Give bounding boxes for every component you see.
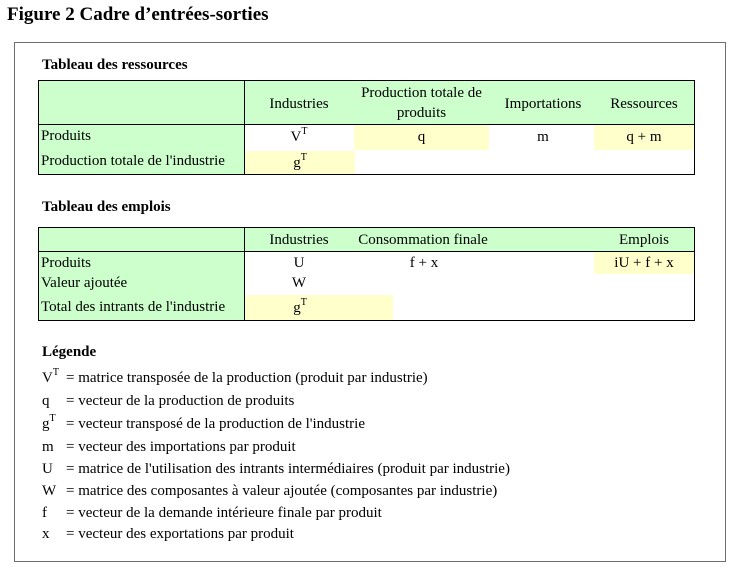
resources-cell-gt <box>245 152 355 172</box>
legend-description: = matrice des composantes à valeur ajoutée (composantes par industrie) <box>66 483 498 499</box>
resources-header-production-line1: Production totale de <box>361 85 482 101</box>
uses-header-uses: Emplois <box>618 232 669 248</box>
uses-cell-w: W <box>291 275 307 291</box>
uses-header-final-consumption: Consommation finale <box>358 232 488 248</box>
resources-cell-q: q <box>417 129 426 145</box>
legend-symbol: U <box>42 461 53 477</box>
resources-row-products-label: Produits <box>41 128 92 144</box>
legend-description: = matrice transposée de la production (produit par industrie) <box>66 370 428 386</box>
uses-header-industries: Industries <box>269 232 329 248</box>
uses-cell-u: U <box>293 255 305 271</box>
resources-header-production-line2: produits <box>396 105 447 121</box>
uses-cell-gt-symbol: g <box>293 300 301 316</box>
resources-table-title: Tableau des ressources <box>42 57 188 73</box>
resources-table <box>38 80 695 175</box>
uses-table-title: Tableau des emplois <box>42 199 171 215</box>
resources-row-industry-output-label: Production totale de l'industrie <box>41 153 225 169</box>
figure-title: Figure 2 Cadre d’entrées-sorties <box>7 4 269 25</box>
legend-symbol: x <box>42 526 50 542</box>
legend-title: Légende <box>42 344 97 360</box>
resources-cell-m: m <box>537 129 549 145</box>
legend-description: = vecteur de la production de produits <box>66 393 295 409</box>
resources-cell-gt-symbol: g <box>293 155 301 171</box>
legend-description: = vecteur des importations par produit <box>66 439 296 455</box>
resources-header-resources: Ressources <box>610 96 678 112</box>
resources-header-industries: Industries <box>269 96 329 112</box>
resources-header-production <box>350 83 493 123</box>
legend-description: = matrice de l'utilisation des intrants intermédiaires (produit par industrie) <box>66 461 510 477</box>
uses-cell-total: iU + f + x <box>614 255 674 271</box>
legend-list <box>42 367 702 550</box>
legend-symbol: f <box>42 505 47 521</box>
resources-header-imports: Importations <box>504 96 582 112</box>
legend-symbol: $V^T$ <box>42 367 59 386</box>
resources-cell-vt <box>245 126 353 146</box>
uses-cell-fx: f + x <box>409 255 439 271</box>
uses-row-value-added-label: Valeur ajoutée <box>41 275 128 291</box>
resources-cell-vt-sup: T <box>301 126 308 137</box>
legend-description: = vecteur transposé de la production de l'industrie <box>66 416 365 432</box>
legend-description: = vecteur des exportations par produit <box>66 526 294 542</box>
resources-cell-total: q + m <box>626 129 662 145</box>
legend-description: = vecteur de la demande intérieure finale par produit <box>66 505 382 521</box>
legend-symbol: m <box>42 439 54 455</box>
uses-cell-gt <box>245 297 355 317</box>
resources-cell-vt-symbol: V <box>290 129 302 145</box>
resources-cell-gt-sup: T <box>300 152 307 163</box>
legend-symbol: W <box>42 483 57 499</box>
uses-cell-gt-sup: T <box>300 297 307 308</box>
uses-table <box>38 227 695 321</box>
uses-row-total-inputs-label: Total des intrants de l'industrie <box>41 299 226 315</box>
uses-row-products-label: Produits <box>41 255 92 271</box>
legend-symbol: q <box>42 393 50 409</box>
legend-symbol: $g^T$ <box>42 413 56 432</box>
